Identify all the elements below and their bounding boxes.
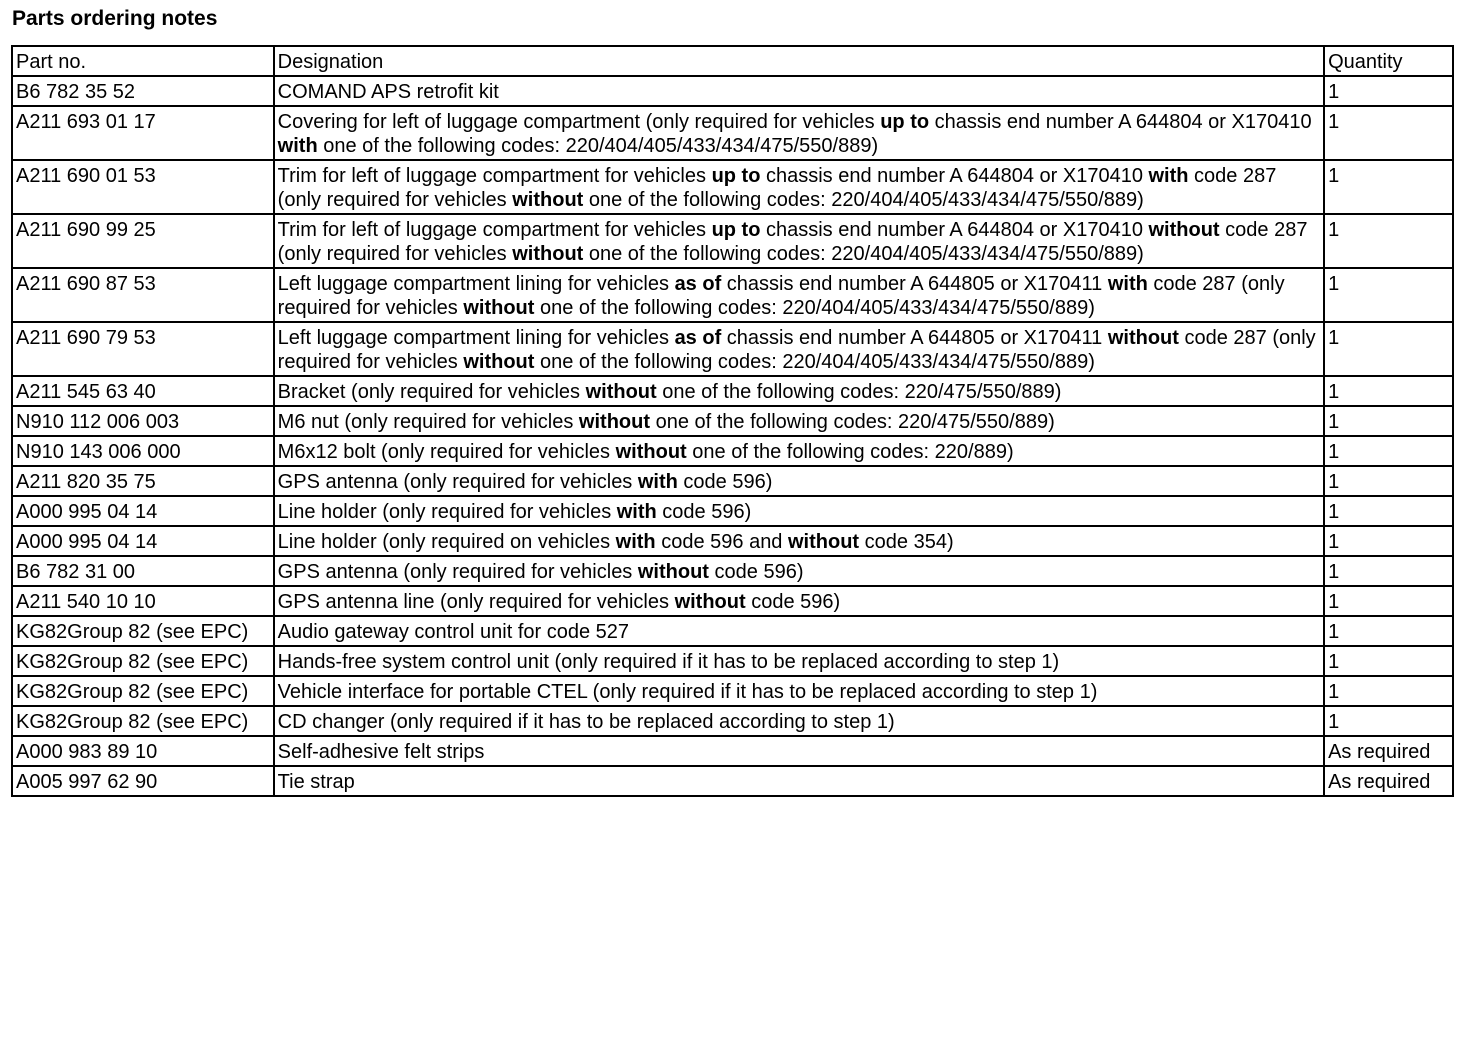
table-row	[12, 736, 1453, 766]
part-no-cell: B6 782 35 52	[12, 76, 274, 106]
designation-text: one of the following codes: 220/404/405/433/434/475/550/889)	[583, 189, 1144, 211]
designation-text: chassis end number A 644805 or X170411	[721, 273, 1108, 295]
designation-text: Hands-free system control unit (only required if it has to be replaced according to step 1)	[277, 651, 1060, 673]
designation-keyword: with	[1148, 165, 1189, 187]
designation-cell	[274, 736, 1324, 766]
table-row	[12, 160, 1453, 214]
designation-keyword: up to	[880, 111, 930, 133]
designation-text: one of the following codes: 220/475/550/889)	[650, 411, 1055, 433]
designation-keyword: up to	[711, 219, 761, 241]
designation-cell	[274, 406, 1324, 436]
table-row	[12, 616, 1453, 646]
designation-text: code 596)	[677, 471, 773, 493]
table-row	[12, 556, 1453, 586]
designation-text: one of the following codes: 220/889)	[686, 441, 1014, 463]
designation-cell	[274, 646, 1324, 676]
designation-text: code 596)	[708, 561, 804, 583]
designation-keyword: without	[1148, 219, 1220, 241]
designation-text: COMAND APS retrofit kit	[277, 81, 499, 103]
designation-text: code 596)	[656, 501, 752, 523]
table-row	[12, 676, 1453, 706]
quantity-cell: As required	[1324, 766, 1453, 796]
designation-text: code 287 (only required for vehicles	[277, 273, 1285, 319]
designation-cell	[274, 526, 1324, 556]
designation-keyword: up to	[711, 165, 761, 187]
designation-text: GPS antenna (only required for vehicles	[277, 561, 638, 583]
designation-text: code 596)	[745, 591, 841, 613]
part-no-cell: A000 995 04 14	[12, 496, 274, 526]
quantity-cell: 1	[1324, 160, 1453, 214]
designation-text: Audio gateway control unit for code 527	[277, 621, 630, 643]
designation-keyword: without	[585, 381, 657, 403]
quantity-cell: 1	[1324, 214, 1453, 268]
quantity-cell: 1	[1324, 676, 1453, 706]
designation-keyword: with	[616, 501, 657, 523]
designation-cell	[274, 214, 1324, 268]
designation-text: code 354)	[859, 531, 954, 553]
table-row	[12, 436, 1453, 466]
table-row	[12, 766, 1453, 796]
designation-cell	[274, 106, 1324, 160]
designation-keyword: with	[637, 471, 678, 493]
designation-keyword: without	[674, 591, 746, 613]
designation-text: one of the following codes: 220/404/405/433/434/475/550/889)	[583, 243, 1144, 265]
designation-cell	[274, 616, 1324, 646]
designation-cell	[274, 160, 1324, 214]
table-row	[12, 214, 1453, 268]
designation-text: one of the following codes: 220/404/405/433/434/475/550/889)	[534, 351, 1095, 373]
part-no-cell: A000 983 89 10	[12, 736, 274, 766]
quantity-cell: 1	[1324, 106, 1453, 160]
table-row	[12, 268, 1453, 322]
designation-text: one of the following codes: 220/404/405/433/434/475/550/889)	[317, 135, 879, 157]
quantity-cell: 1	[1324, 586, 1453, 616]
part-no-cell: A211 540 10 10	[12, 586, 274, 616]
designation-cell	[274, 586, 1324, 616]
quantity-cell: 1	[1324, 616, 1453, 646]
designation-keyword: without	[637, 561, 709, 583]
designation-cell	[274, 268, 1324, 322]
quantity-cell: As required	[1324, 736, 1453, 766]
part-no-cell: A211 690 87 53	[12, 268, 274, 322]
designation-text: chassis end number A 644804 or X170410	[760, 219, 1149, 241]
part-no-cell: A211 693 01 17	[12, 106, 274, 160]
designation-text: Tie strap	[277, 771, 355, 793]
part-no-cell: A211 545 63 40	[12, 376, 274, 406]
quantity-cell: 1	[1324, 376, 1453, 406]
designation-cell	[274, 466, 1324, 496]
table-row	[12, 586, 1453, 616]
designation-keyword: as of	[674, 273, 722, 295]
designation-keyword: without	[463, 351, 535, 373]
designation-text: Trim for left of luggage compartment for vehicles	[277, 219, 712, 241]
table-row	[12, 406, 1453, 436]
part-no-cell: A000 995 04 14	[12, 526, 274, 556]
quantity-cell: 1	[1324, 322, 1453, 376]
quantity-cell: 1	[1324, 556, 1453, 586]
table-row	[12, 706, 1453, 736]
designation-keyword: with	[1107, 273, 1148, 295]
designation-text: chassis end number A 644804 or X170410	[929, 111, 1312, 133]
part-no-cell: A211 690 99 25	[12, 214, 274, 268]
designation-text: Line holder (only required on vehicles	[277, 531, 616, 553]
table-row	[12, 322, 1453, 376]
quantity-cell: 1	[1324, 76, 1453, 106]
page-title: Parts ordering notes	[12, 7, 218, 30]
quantity-cell: 1	[1324, 466, 1453, 496]
designation-text: GPS antenna line (only required for vehicles	[277, 591, 675, 613]
designation-keyword: as of	[674, 327, 722, 349]
quantity-cell: 1	[1324, 646, 1453, 676]
header-designation: Designation	[274, 46, 1324, 76]
designation-keyword: with	[615, 531, 656, 553]
designation-text: Left luggage compartment lining for vehicles	[277, 327, 675, 349]
designation-keyword: without	[578, 411, 651, 433]
designation-text: CD changer (only required if it has to be replaced according to step 1)	[277, 711, 895, 733]
part-no-cell: B6 782 31 00	[12, 556, 274, 586]
parts-table	[11, 45, 1454, 797]
designation-text: code 287 (only required for vehicles	[277, 165, 1277, 211]
quantity-cell: 1	[1324, 496, 1453, 526]
table-row	[12, 466, 1453, 496]
designation-text: chassis end number A 644805 or X170411	[721, 327, 1108, 349]
designation-text: code 596 and	[655, 531, 788, 553]
designation-text: one of the following codes: 220/475/550/889)	[656, 381, 1062, 403]
part-no-cell: A211 690 01 53	[12, 160, 274, 214]
header-part-no: Part no.	[12, 46, 274, 76]
table-row	[12, 646, 1453, 676]
quantity-cell: 1	[1324, 706, 1453, 736]
designation-keyword: without	[512, 189, 584, 211]
part-no-cell: A005 997 62 90	[12, 766, 274, 796]
designation-text: Vehicle interface for portable CTEL (only required if it has to be replaced according to step 1)	[277, 681, 1098, 703]
part-no-cell: A211 690 79 53	[12, 322, 274, 376]
designation-keyword: without	[788, 531, 860, 553]
designation-text: M6 nut (only required for vehicles	[277, 411, 579, 433]
designation-text: GPS antenna (only required for vehicles	[277, 471, 638, 493]
header-quantity: Quantity	[1324, 46, 1453, 76]
part-no-cell: KG82Group 82 (see EPC)	[12, 646, 274, 676]
designation-cell	[274, 76, 1324, 106]
designation-text: Trim for left of luggage compartment for vehicles	[277, 165, 712, 187]
quantity-cell: 1	[1324, 406, 1453, 436]
table-row	[12, 496, 1453, 526]
designation-keyword: without	[1107, 327, 1179, 349]
designation-cell	[274, 556, 1324, 586]
designation-keyword: without	[512, 243, 584, 265]
designation-cell	[274, 496, 1324, 526]
table-row	[12, 76, 1453, 106]
designation-keyword: without	[615, 441, 687, 463]
designation-keyword: with	[277, 135, 318, 157]
designation-text: chassis end number A 644804 or X170410	[760, 165, 1149, 187]
part-no-cell: N910 143 006 000	[12, 436, 274, 466]
part-no-cell: KG82Group 82 (see EPC)	[12, 676, 274, 706]
designation-cell	[274, 436, 1324, 466]
designation-cell	[274, 676, 1324, 706]
designation-text: Line holder (only required for vehicles	[277, 501, 617, 523]
quantity-cell: 1	[1324, 268, 1453, 322]
table-row	[12, 376, 1453, 406]
designation-text: code 287 (only required for vehicles	[277, 327, 1316, 373]
designation-cell	[274, 766, 1324, 796]
designation-text: Left luggage compartment lining for vehicles	[277, 273, 675, 295]
part-no-cell: KG82Group 82 (see EPC)	[12, 616, 274, 646]
designation-text: Covering for left of luggage compartment (only required for vehicles	[277, 111, 881, 133]
part-no-cell: A211 820 35 75	[12, 466, 274, 496]
table-row	[12, 526, 1453, 556]
designation-text: M6x12 bolt (only required for vehicles	[277, 441, 616, 463]
designation-cell	[274, 322, 1324, 376]
part-no-cell: N910 112 006 003	[12, 406, 274, 436]
designation-text: Bracket (only required for vehicles	[277, 381, 586, 403]
parts-table-body	[12, 76, 1453, 796]
designation-cell	[274, 706, 1324, 736]
part-no-cell: KG82Group 82 (see EPC)	[12, 706, 274, 736]
designation-text: code 287 (only required for vehicles	[277, 219, 1308, 265]
quantity-cell: 1	[1324, 526, 1453, 556]
designation-text: one of the following codes: 220/404/405/433/434/475/550/889)	[534, 297, 1095, 319]
quantity-cell: 1	[1324, 436, 1453, 466]
table-header-row	[12, 46, 1453, 76]
designation-cell	[274, 376, 1324, 406]
designation-text: Self-adhesive felt strips	[277, 741, 485, 763]
designation-keyword: without	[463, 297, 535, 319]
table-row	[12, 106, 1453, 160]
